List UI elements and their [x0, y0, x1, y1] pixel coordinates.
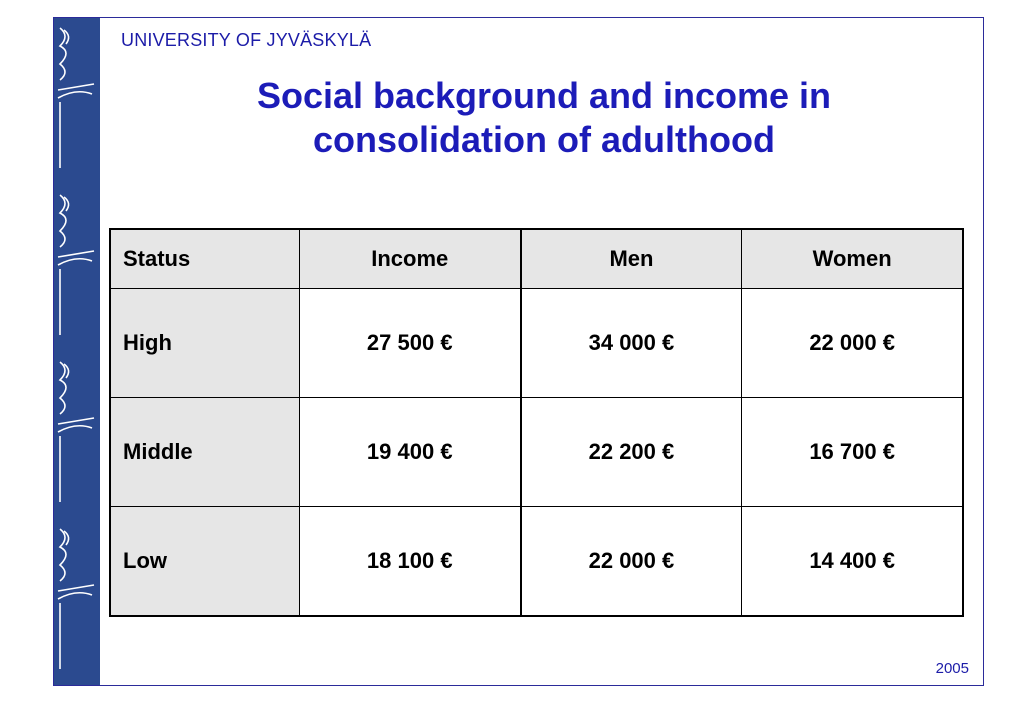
row-status: High	[110, 289, 299, 398]
side-band	[54, 18, 100, 685]
university-name: UNIVERSITY OF JYVÄSKYLÄ	[121, 30, 372, 50]
column-header-income: Income	[299, 229, 520, 289]
title-line-1: Social background and income in	[256, 75, 832, 116]
column-header-men: Men	[521, 229, 742, 289]
table-row	[110, 289, 963, 398]
income-table	[109, 228, 964, 617]
row-women: 22 000 €	[742, 289, 963, 398]
row-women: 14 400 €	[742, 507, 963, 617]
row-income: 18 100 €	[299, 507, 520, 617]
row-men: 22 200 €	[521, 398, 742, 507]
row-women: 16 700 €	[742, 398, 963, 507]
row-status: Middle	[110, 398, 299, 507]
title-line-2: consolidation of adulthood	[313, 119, 775, 160]
row-status: Low	[110, 507, 299, 617]
row-men: 22 000 €	[521, 507, 742, 617]
row-income: 27 500 €	[299, 289, 520, 398]
column-header-women: Women	[742, 229, 963, 289]
table-header-row	[110, 229, 963, 289]
row-income: 19 400 €	[299, 398, 520, 507]
row-men: 34 000 €	[521, 289, 742, 398]
page-title	[164, 74, 924, 162]
footer-year: 2005	[935, 660, 969, 677]
column-header-status: Status	[110, 229, 299, 289]
table-row	[110, 398, 963, 507]
university-torch-logo-icon	[54, 18, 100, 685]
table-row	[110, 507, 963, 617]
slide	[53, 17, 984, 686]
